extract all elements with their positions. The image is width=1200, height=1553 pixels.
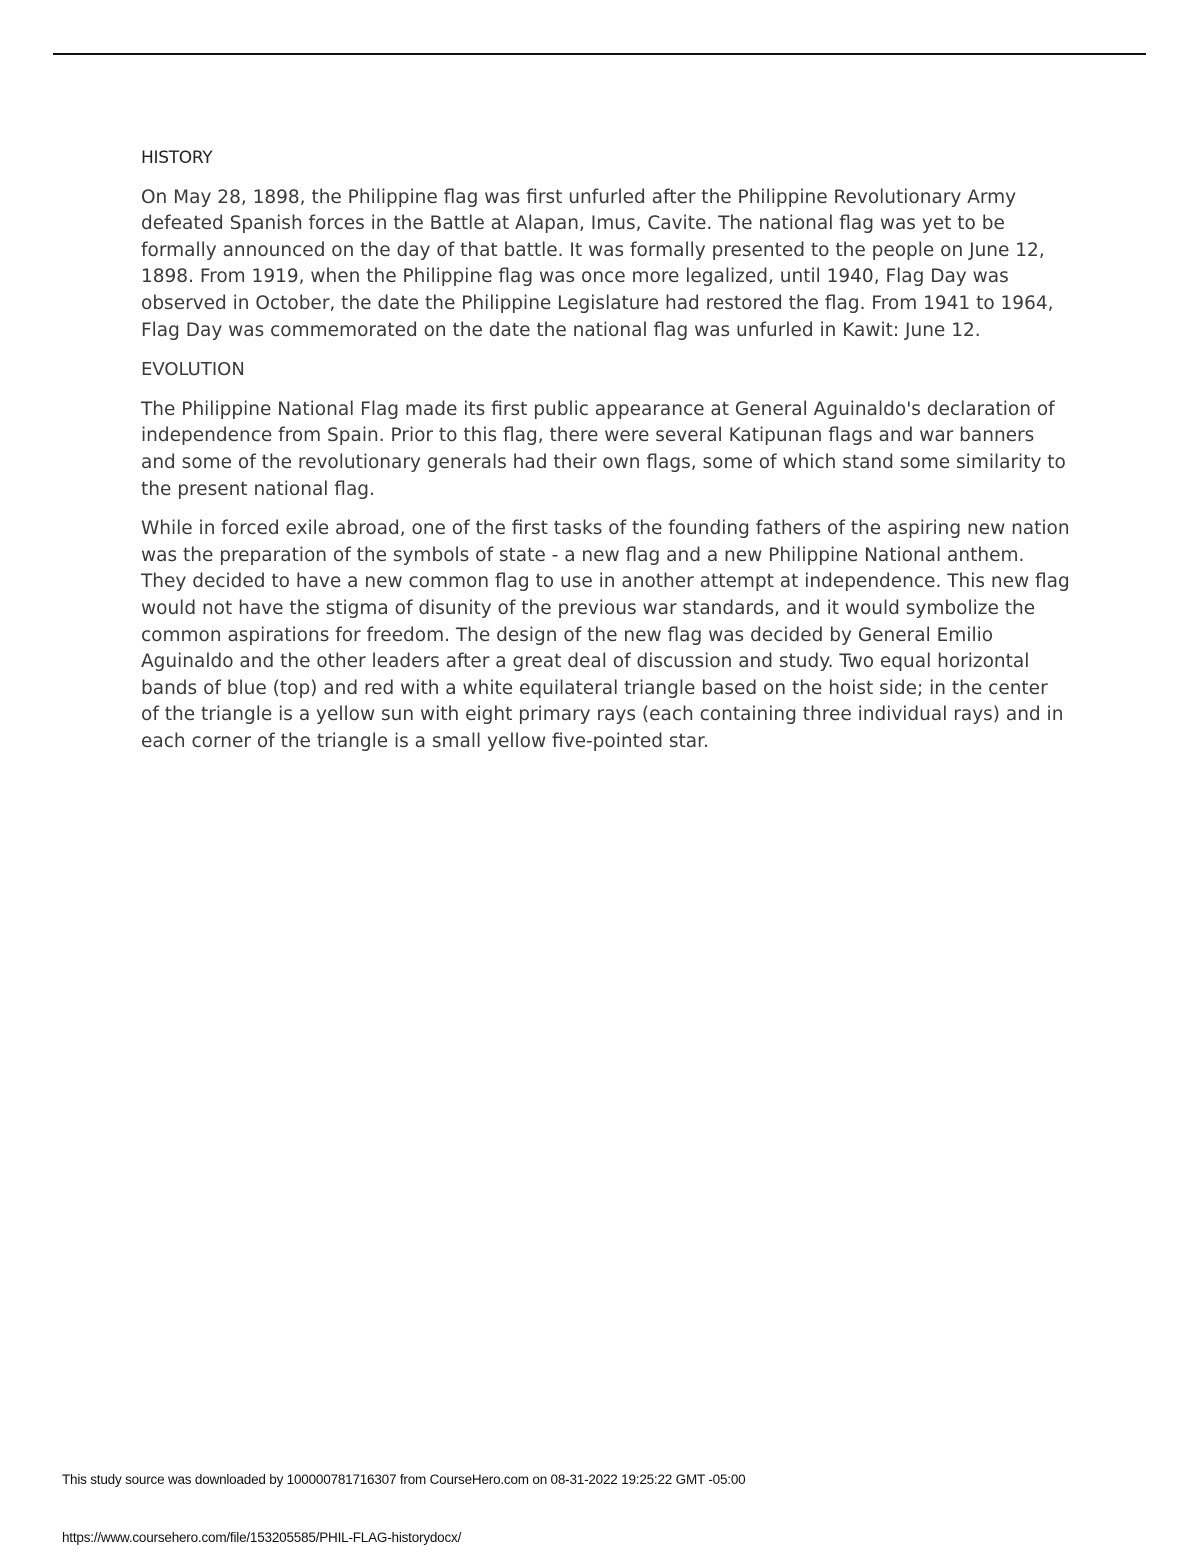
paragraph-evolution-1: The Philippine National Flag made its first public appearance at General Aguinaldo's declaration of independence from Spain. Prior to this flag, there were several Katipunan flags and war banners and some of the revolutionary generals had their own flags, some of which stand some similarity to the present national flag.	[141, 398, 1066, 500]
footer-url[interactable]: https://www.coursehero.com/file/153205585/PHIL-FLAG-historydocx/	[62, 1530, 462, 1545]
top-rule	[53, 53, 1146, 55]
paragraph-evolution-2: While in forced exile abroad, one of the first tasks of the founding fathers of the aspiring new nation was the preparation of the symbols of state - a new flag and a new Philippine National anthem. They decided to have a new common flag to use in another attempt at independence. This new flag would not have the stigma of disunity of the previous war standards, and it would symbolize the common aspirations for freedom. The design of the new flag was decided by General Emilio Aguinaldo and the other leaders after a great deal of discussion and study. Two equal horizontal bands of blue (top) and red with a white equilateral triangle based on the hoist side; in the center of the triangle is a yellow sun with eight primary rays (each containing three individual rays) and in each corner of the triangle is a small yellow five-pointed star.	[141, 518, 1070, 752]
heading-evolution: EVOLUTION	[141, 359, 245, 381]
paragraph-history: On May 28, 1898, the Philippine flag was first unfurled after the Philippine Revolutionary Army defeated Spanish forces in the Battle at Alapan, Imus, Cavite. The national flag was yet to be formally announced on the day of that battle. It was formally presented to the people on June 12, 1898. From 1919, when the Philippine flag was once more legalized, until 1940, Flag Day was observed in October, the date the Philippine Legislature had restored the flag. From 1941 to 1964, Flag Day was commemorated on the date the national flag was unfurled in Kawit: June 12.	[141, 186, 1054, 341]
footer-source-note: This study source was downloaded by 100000781716307 from CourseHero.com on 08-31-2022 19:25:22 GMT -05:00	[62, 1472, 746, 1487]
heading-history: HISTORY	[141, 148, 213, 168]
document-body	[141, 145, 1071, 768]
